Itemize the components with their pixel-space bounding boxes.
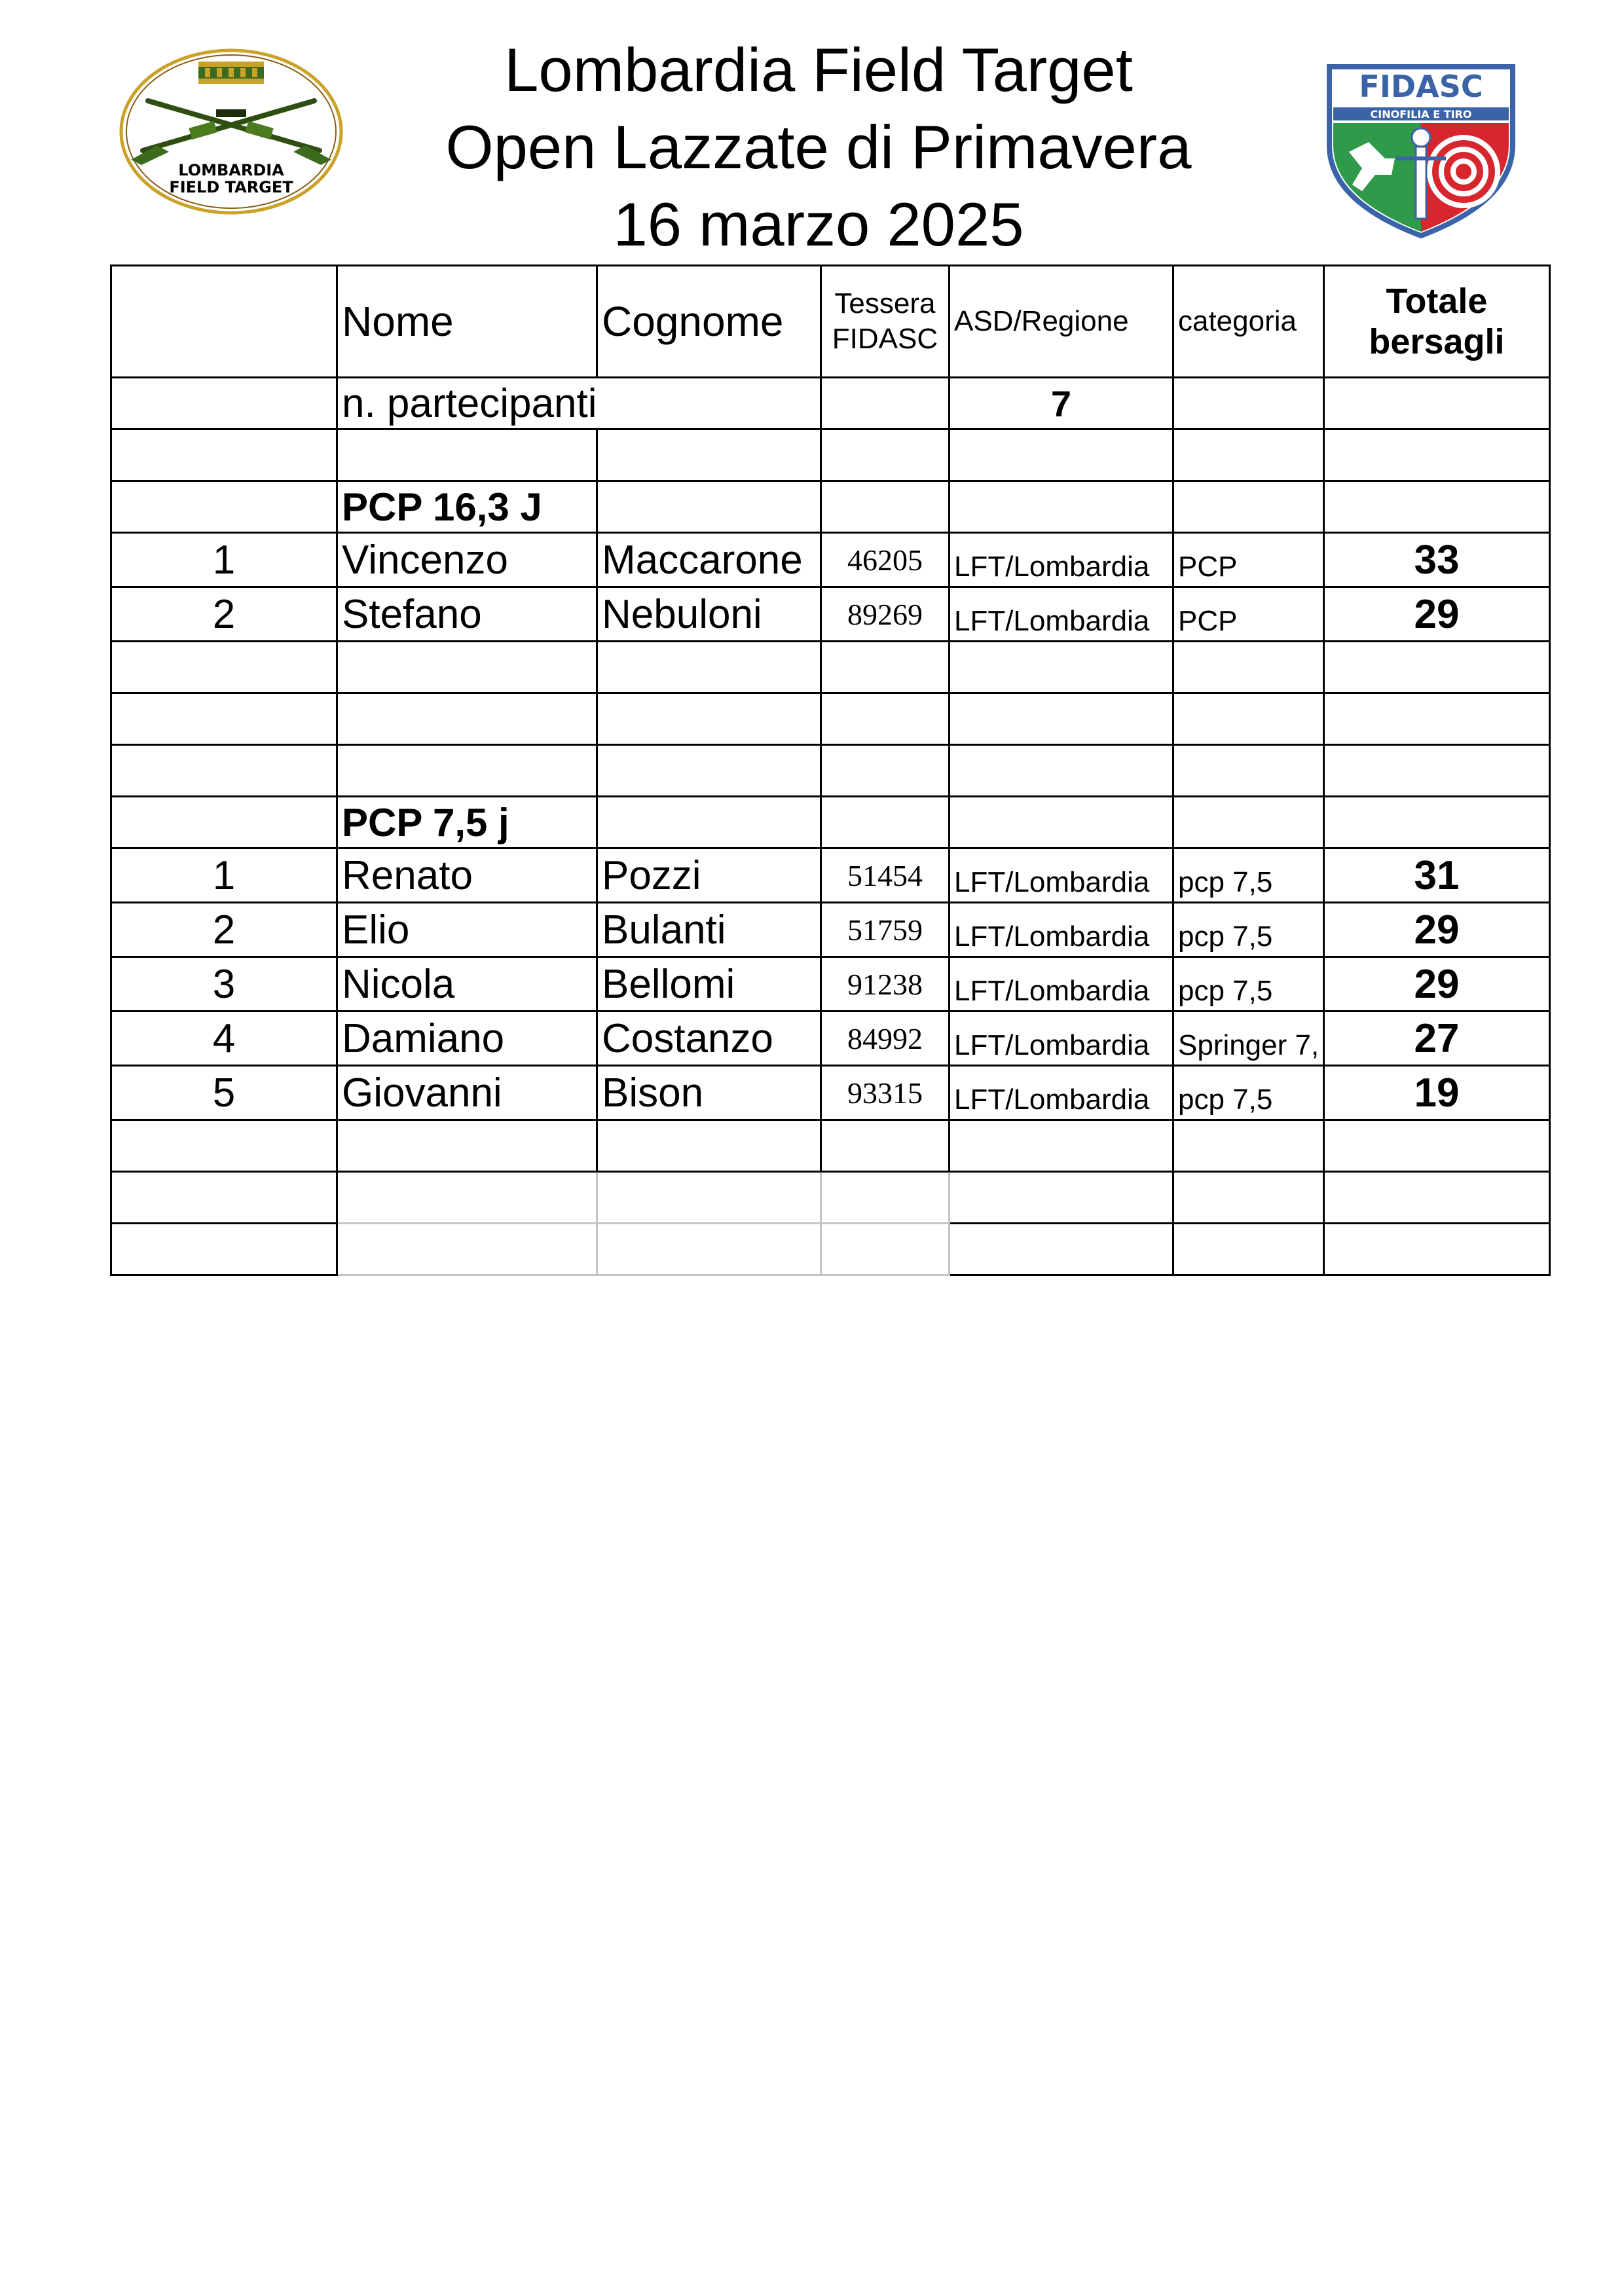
position: 1 <box>111 848 337 903</box>
asd-regione: LFT/Lombardia <box>949 903 1173 957</box>
asd-regione: LFT/Lombardia <box>949 848 1173 903</box>
nome: Giovanni <box>337 1066 597 1120</box>
position: 4 <box>111 1011 337 1066</box>
totale-bersagli: 29 <box>1323 903 1549 957</box>
totale-bersagli: 31 <box>1323 848 1549 903</box>
table-row <box>111 533 1550 587</box>
tessera: 46205 <box>821 533 949 587</box>
participants-label: n. partecipanti <box>342 380 597 426</box>
empty-row <box>111 1224 1550 1275</box>
section-title-row <box>111 797 1550 848</box>
nome: Nicola <box>337 957 597 1011</box>
header-nome: Nome <box>337 266 597 378</box>
nome: Renato <box>337 848 597 903</box>
categoria: pcp 7,5 <box>1173 903 1323 957</box>
table-row <box>111 957 1550 1011</box>
cognome: Nebuloni <box>597 587 821 642</box>
categoria: pcp 7,5 <box>1173 957 1323 1011</box>
cognome: Bulanti <box>597 903 821 957</box>
position: 2 <box>111 903 337 957</box>
participants-row <box>111 378 1550 429</box>
nome: Elio <box>337 903 597 957</box>
header-asd: ASD/Regione <box>949 266 1173 378</box>
asd-regione: LFT/Lombardia <box>949 1011 1173 1066</box>
totale-bersagli: 29 <box>1323 957 1549 1011</box>
svg-text:FIDASC: FIDASC <box>1359 69 1483 104</box>
nome: Vincenzo <box>337 533 597 587</box>
header-position-cell <box>111 266 337 378</box>
totale-bersagli: 29 <box>1323 587 1549 642</box>
tessera: 84992 <box>821 1011 949 1066</box>
tessera: 51759 <box>821 903 949 957</box>
table-row <box>111 587 1550 642</box>
title-line-1: Lombardia Field Target <box>504 35 1133 104</box>
totale-bersagli: 27 <box>1323 1011 1549 1066</box>
empty-row <box>111 745 1550 797</box>
tessera: 93315 <box>821 1066 949 1120</box>
categoria: Springer 7, <box>1173 1011 1323 1066</box>
categoria: pcp 7,5 <box>1173 848 1323 903</box>
tessera: 91238 <box>821 957 949 1011</box>
empty-row <box>111 693 1550 745</box>
cognome: Pozzi <box>597 848 821 903</box>
empty-row <box>111 1120 1550 1172</box>
position: 3 <box>111 957 337 1011</box>
empty-row <box>111 642 1550 693</box>
asd-regione: LFT/Lombardia <box>949 1066 1173 1120</box>
svg-text:LOMBARDIA: LOMBARDIA <box>178 161 284 179</box>
section-title: PCP 16,3 J <box>337 481 597 533</box>
totale-bersagli: 19 <box>1323 1066 1549 1120</box>
lombardia-field-target-logo <box>118 47 344 216</box>
cognome: Bellomi <box>597 957 821 1011</box>
fidasc-logo <box>1323 60 1519 238</box>
svg-text:FIELD TARGET: FIELD TARGET <box>169 178 293 196</box>
crown-icon <box>198 62 264 84</box>
table-row <box>111 1011 1550 1066</box>
title-line-2: Open Lazzate di Primavera <box>445 113 1192 181</box>
page-title <box>367 31 1270 263</box>
participants-count: 7 <box>949 378 1173 429</box>
empty-row <box>111 429 1550 481</box>
header-totale: Totale bersagli <box>1323 266 1549 378</box>
table-header-row <box>111 266 1550 378</box>
results-table <box>110 264 1551 1276</box>
cognome: Bison <box>597 1066 821 1120</box>
header-tessera: Tessera FIDASC <box>821 266 949 378</box>
cognome: Maccarone <box>597 533 821 587</box>
empty-row <box>111 1172 1550 1224</box>
section-title-row <box>111 481 1550 533</box>
asd-regione: LFT/Lombardia <box>949 957 1173 1011</box>
totale-bersagli: 33 <box>1323 533 1549 587</box>
header-categoria: categoria <box>1173 266 1323 378</box>
categoria: PCP <box>1173 587 1323 642</box>
nome: Stefano <box>337 587 597 642</box>
title-line-3: 16 marzo 2025 <box>613 190 1024 259</box>
position: 2 <box>111 587 337 642</box>
tessera: 89269 <box>821 587 949 642</box>
header-cognome: Cognome <box>597 266 821 378</box>
svg-text:CINOFILIA E TIRO: CINOFILIA E TIRO <box>1370 108 1472 120</box>
categoria: pcp 7,5 <box>1173 1066 1323 1120</box>
table-row <box>111 1066 1550 1120</box>
asd-regione: LFT/Lombardia <box>949 587 1173 642</box>
asd-regione: LFT/Lombardia <box>949 533 1173 587</box>
tessera: 51454 <box>821 848 949 903</box>
nome: Damiano <box>337 1011 597 1066</box>
section-title: PCP 7,5 j <box>337 797 597 848</box>
table-row <box>111 848 1550 903</box>
position: 5 <box>111 1066 337 1120</box>
categoria: PCP <box>1173 533 1323 587</box>
position: 1 <box>111 533 337 587</box>
table-row <box>111 903 1550 957</box>
cognome: Costanzo <box>597 1011 821 1066</box>
